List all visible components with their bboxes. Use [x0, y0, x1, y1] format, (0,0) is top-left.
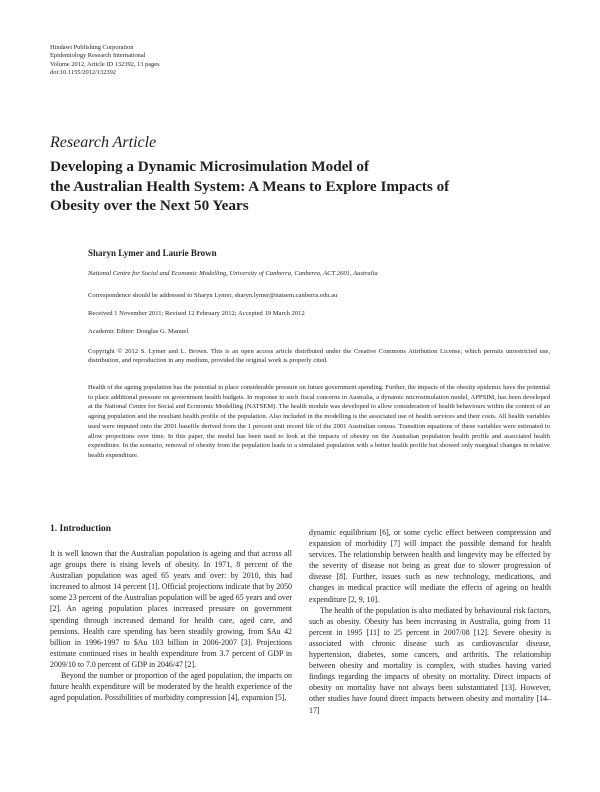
academic-editor: Academic Editor: Douglas G. Manuel — [88, 328, 189, 335]
affiliation: National Centre for Social and Economic Modelling, University of Canberra, Canberra, ACT 2601, Australia — [88, 270, 378, 277]
left-column — [50, 548, 292, 703]
article-type: Research Article — [50, 134, 157, 151]
right-column — [309, 527, 551, 716]
title-line: the Australian Health System: A Means to Explore Impacts of — [50, 177, 450, 195]
copyright-notice: Copyright © 2012 S. Lymer and L. Brown. This is an open access article distributed under the Creative Commons Attribution License, which permits unrestricted use, distribution, and reproduction in any medium, provided the original work is properly cited. — [88, 348, 550, 365]
correspondence: Correspondence should be addressed to Sharyn Lymer, sharyn.lymer@natsem.canberra.edu.au — [88, 292, 338, 299]
journal-header — [50, 44, 160, 78]
received-dates: Received 1 November 2011; Revised 12 February 2012; Accepted 19 March 2012 — [88, 310, 305, 317]
authors: Sharyn Lymer and Laurie Brown — [88, 248, 217, 258]
title-line: Developing a Dynamic Microsimulation Model of — [50, 158, 370, 175]
paragraph: Beyond the number or proportion of the aged population, the impacts on future health expenditure will be moderated by the health experience of the aged population. Possibilities of morbidity compression [4], expansion [5], — [50, 671, 292, 703]
doi-line: doi:10.1155/2012/132392 — [50, 69, 116, 77]
title-line: Obesity over the Next 50 Years — [50, 197, 249, 215]
volume-line: Volume 2012, Article ID 132392, 13 pages — [50, 60, 160, 68]
journal-line: Epidemiology Research International — [50, 52, 146, 60]
abstract: Health of the ageing population has the potential to place considerable pressure on future government spending. Further, the impacts of the obesity epidemic have the potential to place additional pressure on government health budgets. In response to such fiscal concerns in Australia, a dynamic microsimulation model, APPSIM, has been developed at the National Centre for Social and Economic Modelling (NATSEM). The health module was developed to allow consideration of health behaviours within the context of an ageing population and the resultant health profile of the population. Also included in the modelling is the associated use of health services and their costs. All health variables used were imputed onto the 2001 basefile derived from the 1 percent unit record file of the 2001 Australian census. Transition equations of these variables were estimated to allow projections over time. In this paper, the model has been used to look at the impacts of obesity on the Australian population health profile and associated health expenditure. In the scenario, removal of obesity from the population leads to a simulated population with a better health profile but showed only marginal changes in relative health expenditure. — [88, 384, 550, 459]
paragraph: It is well known that the Australian population is ageing and that across all age groups there is rising levels of obesity. In 1971, 8 percent of the Australian population was aged 65 years and over: by 2010, this had increased to almost 14 percent [1]. Official projections indicate that by 2050 some 23 percent of the Australian population will be aged 65 years and over [2]. An ageing population places increased pressure on government spending through increased demand for health care, aged care, and pensions. Health care spending has been steadily growing, from $Au 42 billion in 1996-1997 to $Au 103 billion in 2006-2007 [3]. Projections estimate continued rises in health expenditure from 3.7 percent of GDP in 2009/10 to 7.0 percent of GDP in 2046/47 [2]. — [50, 549, 292, 669]
paragraph: The health of the population is also mediated by behavioural risk factors, such as obesity. Obesity has been increasing in Australia, going from 11 percent in 1995 [11] to 25 percent in 2007/08 [12]. Severe obesity is associated with chronic disease such as cardiovascular disease, hypertension, diabetes, some cancers, and arthritis. The relationship between obesity and mortality is complex, with studies having varied findings regarding the impacts of obesity on mortality. Direct impacts of obesity on mortality have not always been substantiated [13]. However, other studies have found direct impacts between obesity and mortality [14–17] — [309, 605, 551, 715]
publisher-line: Hindawi Publishing Corporation — [50, 44, 134, 51]
section-heading: 1. Introduction — [50, 524, 112, 534]
paper-title — [50, 157, 560, 216]
paragraph: dynamic equilibrium [6], or some cyclic effect between compression and expansion of morbidity [7] will impact the possible demand for health services. The relationship between health and longevity may be effected by the severity of disease not being as great due to slower progression of disease [8]. Further, issues such as new technology, medications, and changes in medical practice will mediate the effects of ageing on health expenditure [2, 9, 10]. — [309, 528, 551, 604]
